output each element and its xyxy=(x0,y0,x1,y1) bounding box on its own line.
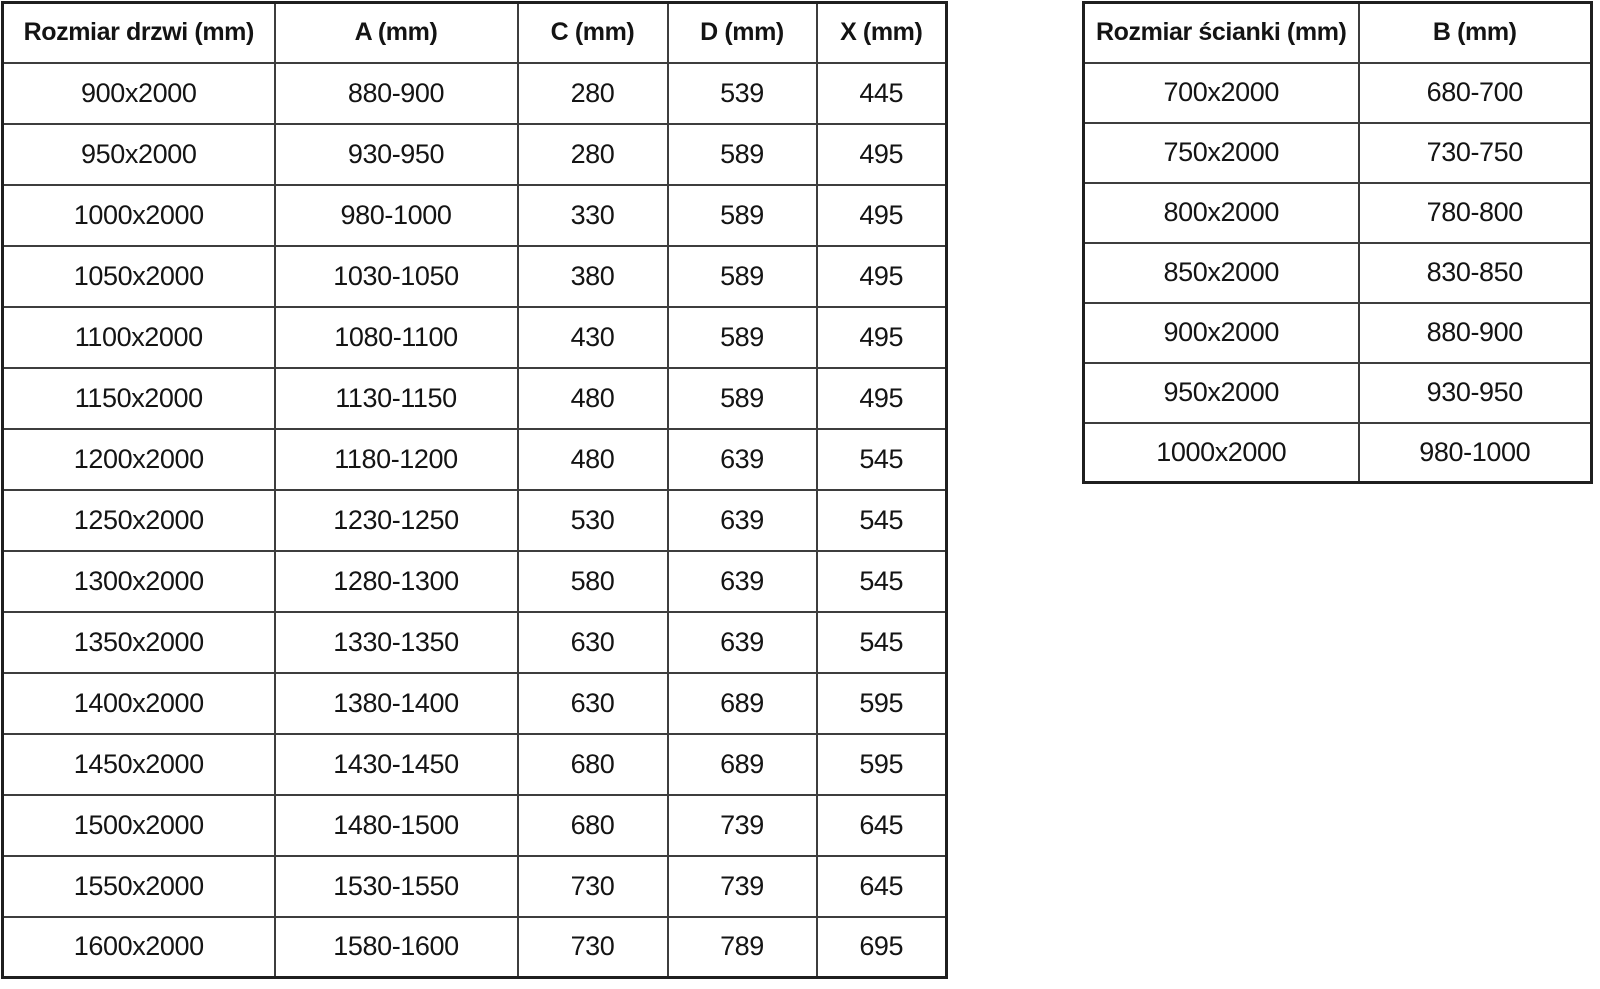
table-cell: 900x2000 xyxy=(3,63,275,124)
table-cell: 1100x2000 xyxy=(3,307,275,368)
table-cell: 880-900 xyxy=(275,63,518,124)
table-cell: 495 xyxy=(817,124,947,185)
table-cell: 1530-1550 xyxy=(275,856,518,917)
table-row xyxy=(1084,63,1592,123)
table-cell: 739 xyxy=(668,856,817,917)
table-cell: 739 xyxy=(668,795,817,856)
table-cell: 539 xyxy=(668,63,817,124)
table-cell: 1550x2000 xyxy=(3,856,275,917)
table-row xyxy=(3,734,947,795)
column-header-b: B (mm) xyxy=(1359,3,1592,63)
table-cell: 1000x2000 xyxy=(3,185,275,246)
table-cell: 950x2000 xyxy=(1084,363,1359,423)
table-cell: 639 xyxy=(668,612,817,673)
table-cell: 639 xyxy=(668,490,817,551)
table-row xyxy=(3,612,947,673)
table-cell: 930-950 xyxy=(275,124,518,185)
table-cell: 1080-1100 xyxy=(275,307,518,368)
table-cell: 545 xyxy=(817,490,947,551)
table-row xyxy=(1084,243,1592,303)
table-row xyxy=(1084,423,1592,483)
table-row xyxy=(3,917,947,978)
table-row xyxy=(1084,123,1592,183)
table-cell: 639 xyxy=(668,429,817,490)
table-row xyxy=(3,673,947,734)
table-cell: 595 xyxy=(817,673,947,734)
wall-panel-size-table xyxy=(1082,1,1593,484)
table-cell: 589 xyxy=(668,246,817,307)
table-cell: 1000x2000 xyxy=(1084,423,1359,483)
table-row xyxy=(3,368,947,429)
table-cell: 1300x2000 xyxy=(3,551,275,612)
table-row xyxy=(3,307,947,368)
table-cell: 630 xyxy=(518,673,668,734)
table-cell: 730 xyxy=(518,856,668,917)
table-cell: 1230-1250 xyxy=(275,490,518,551)
door-size-table xyxy=(1,1,948,979)
table-cell: 630 xyxy=(518,612,668,673)
table-cell: 980-1000 xyxy=(275,185,518,246)
table-cell: 830-850 xyxy=(1359,243,1592,303)
table-cell: 1150x2000 xyxy=(3,368,275,429)
table-row xyxy=(3,429,947,490)
table-cell: 1180-1200 xyxy=(275,429,518,490)
table-cell: 950x2000 xyxy=(3,124,275,185)
table-cell: 495 xyxy=(817,185,947,246)
table-cell: 800x2000 xyxy=(1084,183,1359,243)
table-cell: 545 xyxy=(817,612,947,673)
table-cell: 280 xyxy=(518,124,668,185)
table-cell: 280 xyxy=(518,63,668,124)
table-cell: 589 xyxy=(668,124,817,185)
table-row xyxy=(3,246,947,307)
table-row xyxy=(1084,303,1592,363)
column-header-rozmiar-drzwi: Rozmiar drzwi (mm) xyxy=(3,3,275,63)
table-cell: 850x2000 xyxy=(1084,243,1359,303)
table-cell: 689 xyxy=(668,734,817,795)
table-cell: 789 xyxy=(668,917,817,978)
table-cell: 1350x2000 xyxy=(3,612,275,673)
table-cell: 645 xyxy=(817,795,947,856)
table-row xyxy=(3,63,947,124)
table-cell: 380 xyxy=(518,246,668,307)
table-cell: 900x2000 xyxy=(1084,303,1359,363)
column-header-d: D (mm) xyxy=(668,3,817,63)
table-cell: 495 xyxy=(817,307,947,368)
table-cell: 700x2000 xyxy=(1084,63,1359,123)
wall-panel-size-table-body xyxy=(1084,63,1592,483)
table-row xyxy=(3,185,947,246)
table-cell: 730-750 xyxy=(1359,123,1592,183)
table-row xyxy=(3,795,947,856)
table-cell: 1030-1050 xyxy=(275,246,518,307)
column-header-x: X (mm) xyxy=(817,3,947,63)
table-row xyxy=(3,551,947,612)
table-cell: 495 xyxy=(817,368,947,429)
table-cell: 495 xyxy=(817,246,947,307)
table-cell: 689 xyxy=(668,673,817,734)
table-cell: 639 xyxy=(668,551,817,612)
table-cell: 780-800 xyxy=(1359,183,1592,243)
table-cell: 1050x2000 xyxy=(3,246,275,307)
table-cell: 645 xyxy=(817,856,947,917)
table-cell: 680-700 xyxy=(1359,63,1592,123)
table-cell: 1330-1350 xyxy=(275,612,518,673)
table-cell: 580 xyxy=(518,551,668,612)
table-cell: 680 xyxy=(518,795,668,856)
table-cell: 680 xyxy=(518,734,668,795)
table-cell: 589 xyxy=(668,185,817,246)
table-cell: 980-1000 xyxy=(1359,423,1592,483)
table-cell: 695 xyxy=(817,917,947,978)
column-header-a: A (mm) xyxy=(275,3,518,63)
table-cell: 1480-1500 xyxy=(275,795,518,856)
table-header-row xyxy=(1084,3,1592,63)
table-row xyxy=(1084,183,1592,243)
table-cell: 330 xyxy=(518,185,668,246)
table-cell: 480 xyxy=(518,429,668,490)
table-cell: 589 xyxy=(668,368,817,429)
table-cell: 545 xyxy=(817,551,947,612)
table-cell: 1280-1300 xyxy=(275,551,518,612)
table-cell: 430 xyxy=(518,307,668,368)
table-cell: 1130-1150 xyxy=(275,368,518,429)
table-cell: 480 xyxy=(518,368,668,429)
table-cell: 595 xyxy=(817,734,947,795)
table-cell: 730 xyxy=(518,917,668,978)
table-row xyxy=(3,124,947,185)
table-cell: 1500x2000 xyxy=(3,795,275,856)
table-row xyxy=(3,856,947,917)
table-cell: 589 xyxy=(668,307,817,368)
table-cell: 1400x2000 xyxy=(3,673,275,734)
table-cell: 1380-1400 xyxy=(275,673,518,734)
table-cell: 1600x2000 xyxy=(3,917,275,978)
table-cell: 1250x2000 xyxy=(3,490,275,551)
table-cell: 930-950 xyxy=(1359,363,1592,423)
table-cell: 445 xyxy=(817,63,947,124)
table-cell: 1580-1600 xyxy=(275,917,518,978)
table-cell: 1200x2000 xyxy=(3,429,275,490)
table-cell: 1450x2000 xyxy=(3,734,275,795)
table-cell: 750x2000 xyxy=(1084,123,1359,183)
table-cell: 1430-1450 xyxy=(275,734,518,795)
table-cell: 880-900 xyxy=(1359,303,1592,363)
table-header-row xyxy=(3,3,947,63)
table-cell: 545 xyxy=(817,429,947,490)
column-header-rozmiar-scianki: Rozmiar ścianki (mm) xyxy=(1084,3,1359,63)
table-cell: 530 xyxy=(518,490,668,551)
table-row xyxy=(1084,363,1592,423)
column-header-c: C (mm) xyxy=(518,3,668,63)
table-row xyxy=(3,490,947,551)
door-size-table-body xyxy=(3,63,947,978)
